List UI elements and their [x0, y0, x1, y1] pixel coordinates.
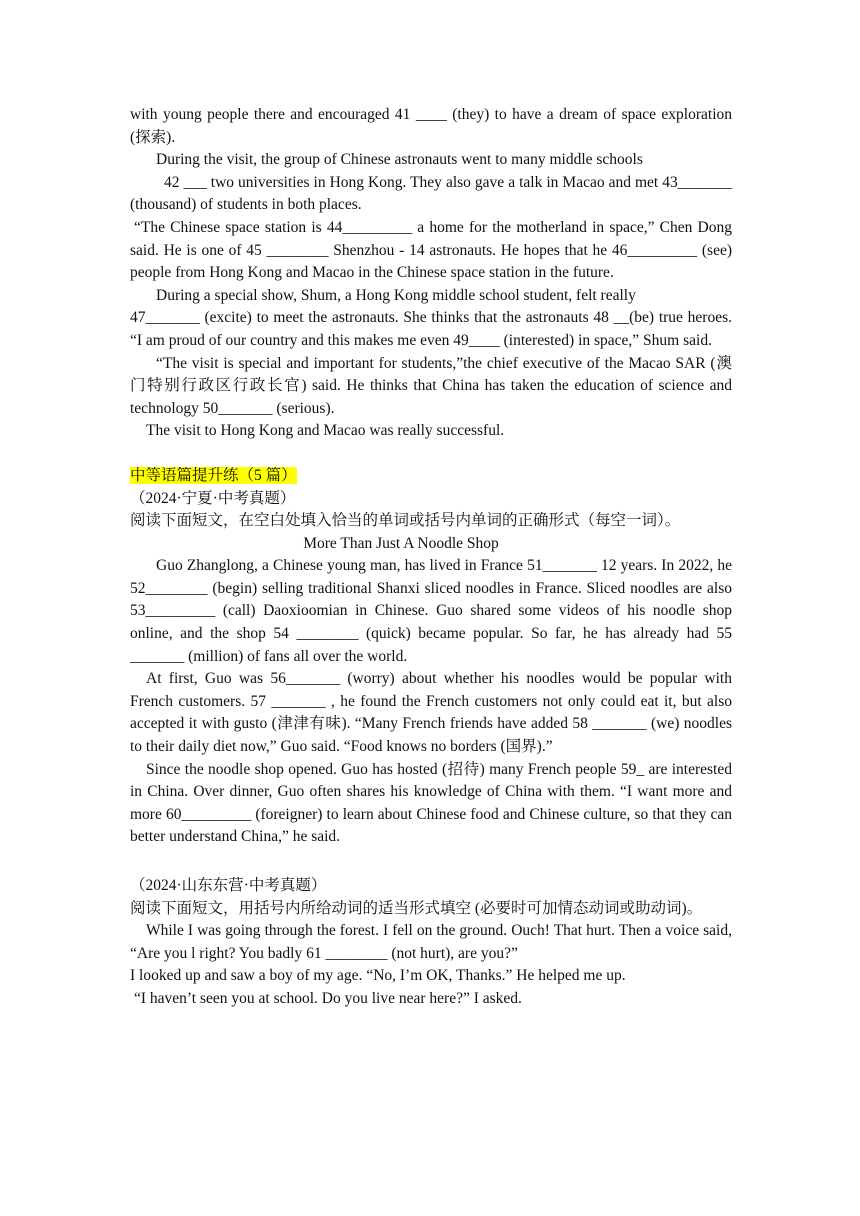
document-page: [130, 104, 732, 1011]
paragraph: During a special show, Shum, a Hong Kong middle school student, felt really: [156, 286, 636, 304]
paragraph: 47_______ (excite) to meet the astronauts. She thinks that the astronauts 48 __(be) true heroes. “I am proud of our country and this makes me even 49____ (interested) in space,” Shum said.: [130, 309, 732, 349]
paragraph: Since the noodle shop opened. Guo has hosted (招待) many French people 59_ are interested in China. Over dinner, Guo often shares his knowledge of China with them. “I want more and more 60_________ (foreigner) to learn about Chinese food and Chinese culture, so that they can better understand China,” he said.: [130, 760, 732, 846]
highlighted-heading: 中等语篇提升练（5 篇）: [130, 466, 297, 484]
paragraph: I looked up and saw a boy of my age. “No, I’m OK, Thanks.” He helped me up.: [130, 967, 626, 985]
paragraph: “The visit is special and important for students,”the chief executive of the Macao SAR (澳门特别行政区行政长官) said. He thinks that China has taken the education of science and technology 50_______ (serious).: [130, 354, 732, 417]
question-source: （2024·山东东营·中考真题）: [130, 877, 327, 894]
instruction: 阅读下面短文，用括号内所给动词的适当形式填空 (必要时可加情态动词或助动词)。: [130, 899, 703, 917]
paragraph: 42 ___ two universities in Hong Kong. They also gave a talk in Macao and met 43_______ (thousand) of students in both places.: [130, 173, 732, 214]
question-source: （2024·宁夏·中考真题）: [130, 489, 296, 507]
paragraph: “The Chinese space station is 44_________ a home for the motherland in space,” Chen Dong said. He is one of 45 ________ Shenzhou - 14 astronauts. He hopes that he 46_________ (see) people from Hong Kong and Macao in the Chinese space station in the future.: [130, 218, 732, 282]
paragraph: with young people there and encouraged 41 ____ (they) to have a dream of space exploration (探索).: [130, 106, 732, 146]
paragraph: While I was going through the forest. I fell on the ground. Ouch! That hurt. Then a voice said, “Are you l right? You badly 61 ________ (not hurt), are you?”: [130, 922, 732, 962]
paragraph: The visit to Hong Kong and Macao was really successful.: [146, 422, 505, 440]
section-heading: [130, 465, 732, 488]
instruction: 阅读下面短文，在空白处填入恰当的单词或括号内单词的正确形式（每空一词）。: [130, 512, 681, 530]
paragraph: “I haven’t seen you at school. Do you live near here?” I asked.: [134, 989, 522, 1007]
paragraph: During the visit, the group of Chinese astronauts went to many middle schools: [156, 151, 643, 169]
paragraph: At first, Guo was 56_______ (worry) about whether his noodles would be popular with French customers. 57 _______ , he found the French customers not only could eat it, but also accepted it with gusto (津津有味). “Many French friends have added 58 _______ (we) noodles to their daily diet now,” Guo said. “Food knows no borders (国界).”: [130, 670, 732, 756]
paragraph: Guo Zhanglong, a Chinese young man, has lived in France 51_______ 12 years. In 2022, he 52________ (begin) selling traditional Shanxi sliced noodles in France. Sliced noodles are also 53_________ (call) Daoxioomian in Chinese. Guo shared some videos of his noodle shop online, and the shop 54 ________ (quick) became popular. So far, he has already had 55 _______ (million) of fans all over the world.: [130, 557, 732, 665]
passage-title: More Than Just A Noodle Shop: [303, 534, 499, 552]
